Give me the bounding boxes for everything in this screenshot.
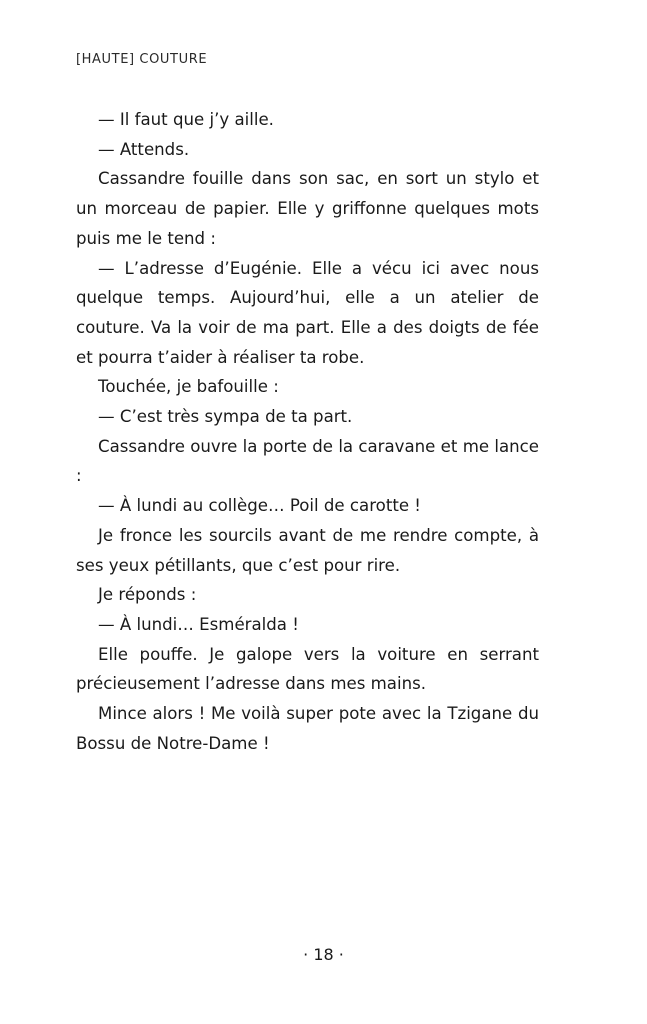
paragraph: Je fronce les sourcils avant de me rendre compte, à ses yeux pétillants, que c’est pour rire. <box>76 525 539 575</box>
paragraph: Mince alors ! Me voilà super pote avec la Tzigane du Bossu de Notre-Dame ! <box>76 704 539 753</box>
paragraph: — À lundi au collège… Poil de carotte ! <box>98 496 421 516</box>
paragraph: — À lundi… Esméralda ! <box>98 614 299 634</box>
paragraph: — L’adresse d’Eugénie. Elle a vécu ici avec nous quelque temps. Aujourd’hui, elle a un atelier de couture. Va la voir de ma part. Elle a des doigts de fée et pourra t’aider à réaliser ta robe. <box>76 258 539 367</box>
paragraph: Elle pouffe. Je galope vers la voiture en serrant précieusement l’adresse dans mes mains. <box>76 644 539 694</box>
paragraph: Cassandre fouille dans son sac, en sort un stylo et un morceau de papier. Elle y griffonne quelques mots puis me le tend : <box>76 169 539 248</box>
paragraph: — Il faut que j’y aille. <box>98 110 274 129</box>
page-number: · 18 · <box>303 945 344 964</box>
paragraph: Touchée, je bafouille : <box>98 377 279 397</box>
paragraph: Je réponds : <box>98 585 197 605</box>
running-head: [HAUTE] COUTURE <box>76 52 208 67</box>
paragraph: Cassandre ouvre la porte de la caravane et me lance : <box>76 436 539 486</box>
paragraph: — C’est très sympa de ta part. <box>98 407 353 427</box>
paragraph: — Attends. <box>98 139 190 159</box>
body-text <box>76 105 539 758</box>
